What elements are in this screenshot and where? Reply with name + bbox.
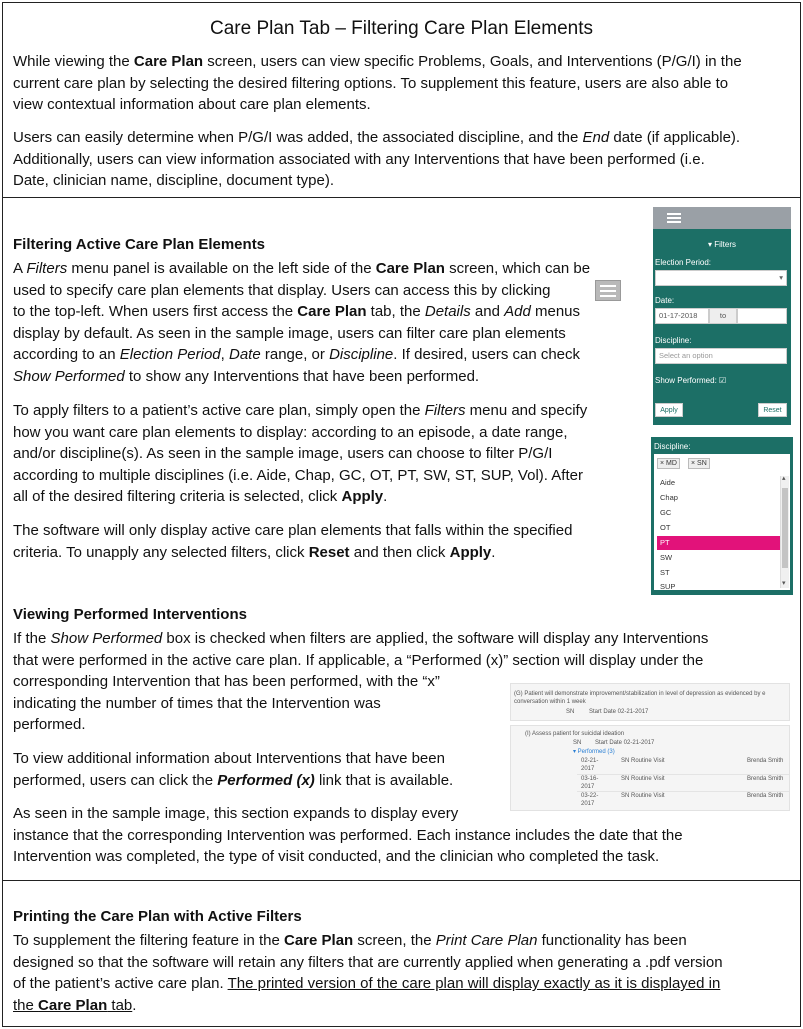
filtering-heading: Filtering Active Care Plan Elements [13, 236, 266, 253]
date-to-label: to [709, 308, 737, 324]
row-date: 03-16- [581, 776, 599, 782]
intro-paragraph-2: Users can easily determine when P/G/I was added, the associated discipline, and the End date (if applicable). Additionally, users can view information associated with any Interventions that have been performed (i.e. Date, clinician name, discipline, document type). [13, 129, 741, 190]
discipline-select[interactable]: Select an option [655, 348, 787, 364]
filters-panel [653, 207, 791, 425]
option-aide[interactable]: Aide [660, 478, 676, 487]
scrollbar[interactable] [780, 476, 789, 588]
option-chap[interactable]: Chap [660, 493, 678, 502]
performed-paragraph-1: If the Show Performed box is checked when filters are applied, the software will display any Interventions that were performed in the active care plan. If applicable, a “Performed (x)” section will display under the corresponding Intervention that has been performed, with the “x” indicating the number of times that the Intervention was performed. [13, 630, 709, 734]
scrollbar-thumb[interactable] [782, 488, 788, 568]
discipline-label: Discipline: [655, 336, 692, 345]
chevron-down-icon: ▾ [779, 273, 783, 282]
election-period-select[interactable] [655, 270, 787, 286]
date-from-input[interactable]: 01-17-2018 [655, 308, 709, 324]
section-divider [2, 197, 801, 198]
option-sw[interactable]: SW [660, 553, 673, 562]
row-type: SN Routine Visit [621, 758, 665, 764]
filtering-paragraph-1: A Filters menu panel is available on the left side of the Care Plan screen, which can be used to specify care plan elements that display. Users can access this by clicking to the top-left. When users first access the Care Plan tab, the Details and Add menus display by default. As seen in the sample image, users can filter care plan elements according to an Election Period, Date range, or Discipline. If desired, users can check Show Performed to show any Interventions that have been performed. [13, 260, 591, 385]
row-date: 02-21- [581, 758, 599, 764]
row-date: 2017 [581, 766, 595, 772]
row-clinician: Brenda Smith [747, 776, 784, 782]
goal-start-date: Start Date 02-21-2017 [589, 709, 649, 715]
performed-heading: Viewing Performed Interventions [13, 606, 247, 623]
section-divider [2, 880, 801, 881]
filters-title[interactable]: ▾ Filters [707, 240, 736, 249]
option-ot[interactable]: OT [660, 523, 671, 532]
intervention-card [510, 725, 790, 811]
filtering-paragraph-2: To apply filters to a patient’s active care plan, simply open the Filters menu and specify how you want care plan elements to display: according to an episode, a date range, and/or discipline(s). As seen in the sample image, users can choose to filter P/G/I according to multiple disciplines (i.e. Aide, Chap, GC, OT, PT, SW, ST, SUP, Vol). After all of the desired filtering criteria is selected, click Apply. [13, 402, 588, 506]
performed-link[interactable]: ▾ Performed (3) [573, 749, 615, 755]
option-sup[interactable]: SUP [660, 582, 676, 590]
option-pt[interactable]: PT [657, 536, 780, 550]
panel-header [653, 207, 791, 229]
row-date: 03-22- [581, 793, 599, 799]
date-label: Date: [655, 296, 675, 305]
chip-md[interactable]: × MD [657, 458, 680, 469]
intro-paragraph-1: While viewing the Care Plan screen, users can view specific Problems, Goals, and Interventions (P/G/I) in the current care plan by selecting the desired filtering options. To supplement this feature, users are also able to view contextual information about care plan elements. [13, 53, 742, 114]
performed-paragraph-3: As seen in the sample image, this section expands to display every instance that the corresponding Intervention was performed. Each instance includes the date that the Intervention was completed, the type of visit conducted, and the clinician who completed the task. [13, 805, 683, 866]
intervention-discipline: SN [573, 740, 582, 746]
discipline-label: Discipline: [654, 442, 691, 451]
page-title: Care Plan Tab – Filtering Care Plan Elements [209, 18, 593, 39]
grid-menu-icon[interactable] [667, 213, 681, 223]
row-clinician: Brenda Smith [747, 758, 784, 764]
grid-menu-icon [595, 280, 621, 301]
apply-button[interactable]: Apply [655, 403, 683, 417]
discipline-listbox[interactable] [654, 454, 790, 590]
intervention-text: (I) Assess patient for suicidal ideation [525, 731, 625, 737]
option-st[interactable]: ST [660, 568, 670, 577]
show-performed-label: Show Performed: ☑ [655, 376, 727, 385]
row-date: 2017 [581, 784, 595, 790]
goal-card [510, 683, 790, 721]
row-date: 2017 [581, 801, 595, 807]
printing-paragraph: To supplement the filtering feature in the Care Plan screen, the Print Care Plan functionality has been designed so that the software will retain any filters that are currently applied when generating a .pdf version of the patient’s active care plan. The printed version of the care plan will display exactly as it is displayed in the Care Plan tab. [13, 932, 723, 1014]
show-performed-checkbox[interactable]: ☑ [719, 376, 727, 385]
discipline-dropdown-panel [651, 437, 793, 595]
scroll-up-icon[interactable]: ▴ [782, 475, 786, 482]
date-to-input[interactable] [737, 308, 787, 324]
reset-button[interactable]: Reset [758, 403, 787, 417]
scroll-down-icon[interactable]: ▾ [782, 580, 786, 587]
row-clinician: Brenda Smith [747, 793, 784, 799]
intervention-start-date: Start Date 02-21-2017 [595, 740, 655, 746]
row-type: SN Routine Visit [621, 776, 665, 782]
goal-discipline: SN [566, 709, 575, 715]
row-type: SN Routine Visit [621, 793, 665, 799]
option-gc[interactable]: GC [660, 508, 672, 517]
printing-heading: Printing the Care Plan with Active Filters [13, 908, 302, 925]
performed-sample-screenshot [510, 683, 790, 811]
performed-paragraph-2: To view additional information about Interventions that have been performed, users can click the Performed (x) link that is available. [13, 750, 454, 789]
election-period-label: Election Period: [655, 258, 712, 267]
goal-text: (G) Patient will demonstrate improvement/stabilization in level of depression as evidenced by e [514, 691, 766, 697]
chip-sn[interactable]: × SN [688, 458, 710, 469]
filtering-paragraph-3: The software will only display active care plan elements that falls within the specified criteria. To unapply any selected filters, click Reset and then click Apply. [13, 522, 573, 561]
goal-text-2: conversation within 1 week [514, 699, 586, 705]
